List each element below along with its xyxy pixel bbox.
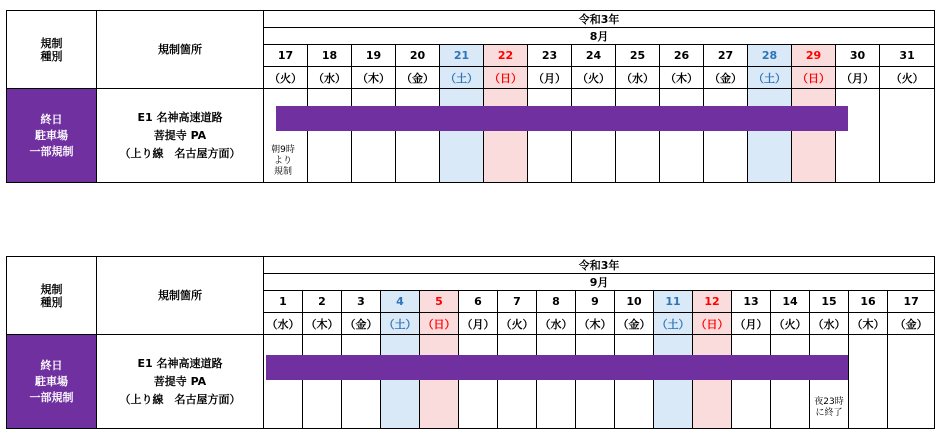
weekday-label: （火）	[498, 313, 537, 335]
day-number: 5	[420, 291, 459, 313]
weekday-label: （木）	[660, 67, 704, 89]
weekday-label: （水）	[264, 313, 303, 335]
weekday-label: （木）	[576, 313, 615, 335]
weekday-label: （水）	[308, 67, 352, 89]
schedule-cell	[880, 89, 935, 125]
day-number: 29	[792, 45, 836, 67]
day-number: 14	[771, 291, 810, 313]
schedule-cell	[888, 335, 935, 371]
day-number: 19	[352, 45, 396, 67]
day-number: 28	[748, 45, 792, 67]
regulation-kind: 終日 駐車場 一部規制	[7, 335, 97, 429]
day-number: 8	[537, 291, 576, 313]
schedule-cell	[748, 125, 792, 183]
schedule-cell	[792, 125, 836, 183]
schedule-cell	[836, 125, 880, 183]
weekday-label: （月）	[836, 67, 880, 89]
weekday-label: （日）	[693, 313, 732, 335]
era-header: 令和3年	[264, 257, 935, 274]
location-header: 規制箇所	[97, 257, 264, 335]
weekday-label: （日）	[792, 67, 836, 89]
day-number: 23	[528, 45, 572, 67]
schedule-cell	[849, 335, 888, 371]
day-number: 10	[615, 291, 654, 313]
schedule-cell	[440, 125, 484, 183]
weekday-label: （火）	[264, 67, 308, 89]
regulation-location: E1 名神高速道路 菩提寺 PA （上り線 名古屋方面）	[97, 335, 264, 429]
weekday-label: （木）	[352, 67, 396, 89]
weekday-label: （土）	[381, 313, 420, 335]
weekday-label: （土）	[654, 313, 693, 335]
regulation-period-bar	[266, 355, 848, 380]
weekday-label: （金）	[396, 67, 440, 89]
day-number: 24	[572, 45, 616, 67]
day-number: 30	[836, 45, 880, 67]
weekday-label: （火）	[771, 313, 810, 335]
weekday-label: （金）	[615, 313, 654, 335]
location-header: 規制箇所	[97, 11, 264, 89]
day-number: 31	[880, 45, 935, 67]
era-header: 令和3年	[264, 11, 935, 28]
day-number: 18	[308, 45, 352, 67]
schedule-table-september	[6, 256, 935, 429]
schedule-cell	[660, 125, 704, 183]
schedule-cell	[572, 125, 616, 183]
regulation-period-bar	[276, 106, 848, 131]
month-header: 8月	[264, 28, 935, 45]
day-number: 17	[888, 291, 935, 313]
weekday-label: （金）	[342, 313, 381, 335]
schedule-cell	[352, 125, 396, 183]
weekday-label: （月）	[528, 67, 572, 89]
day-number: 13	[732, 291, 771, 313]
weekday-label: （水）	[616, 67, 660, 89]
start-note: 朝9時 より 規制	[271, 145, 295, 177]
day-number: 17	[264, 45, 308, 67]
month-header: 9月	[264, 274, 935, 291]
day-number: 6	[459, 291, 498, 313]
regulation-location: E1 名神高速道路 菩提寺 PA （上り線 名古屋方面）	[97, 89, 264, 183]
schedule-table-august	[6, 10, 935, 183]
schedule-cell	[528, 125, 572, 183]
weekday-label: （金）	[888, 313, 935, 335]
schedule-cell	[484, 125, 528, 183]
weekday-label: （火）	[572, 67, 616, 89]
day-number: 20	[396, 45, 440, 67]
schedule-cell	[880, 125, 935, 183]
weekday-label: （水）	[810, 313, 849, 335]
weekday-label: （木）	[303, 313, 342, 335]
kind-header: 規制 種別	[7, 257, 97, 335]
weekday-label: （水）	[537, 313, 576, 335]
schedule-cell	[704, 125, 748, 183]
kind-header: 規制 種別	[7, 11, 97, 89]
schedule-cell	[888, 371, 935, 429]
day-number: 27	[704, 45, 748, 67]
schedule-cell	[849, 371, 888, 429]
weekday-label: （月）	[459, 313, 498, 335]
regulation-kind: 終日 駐車場 一部規制	[7, 89, 97, 183]
day-number: 9	[576, 291, 615, 313]
weekday-label: （土）	[748, 67, 792, 89]
weekday-label: （日）	[420, 313, 459, 335]
day-number: 26	[660, 45, 704, 67]
day-number: 2	[303, 291, 342, 313]
schedule-cell	[396, 125, 440, 183]
weekday-label: （金）	[704, 67, 748, 89]
weekday-label: （木）	[849, 313, 888, 335]
day-number: 1	[264, 291, 303, 313]
schedule-cell	[616, 125, 660, 183]
day-number: 22	[484, 45, 528, 67]
day-number: 25	[616, 45, 660, 67]
weekday-label: （土）	[440, 67, 484, 89]
day-number: 16	[849, 291, 888, 313]
day-number: 21	[440, 45, 484, 67]
schedule-cell	[308, 125, 352, 183]
weekday-label: （火）	[880, 67, 935, 89]
day-number: 15	[810, 291, 849, 313]
end-note: 夜23時 に終了	[814, 397, 844, 418]
day-number: 11	[654, 291, 693, 313]
day-number: 4	[381, 291, 420, 313]
weekday-label: （日）	[484, 67, 528, 89]
day-number: 7	[498, 291, 537, 313]
day-number: 3	[342, 291, 381, 313]
weekday-label: （月）	[732, 313, 771, 335]
day-number: 12	[693, 291, 732, 313]
